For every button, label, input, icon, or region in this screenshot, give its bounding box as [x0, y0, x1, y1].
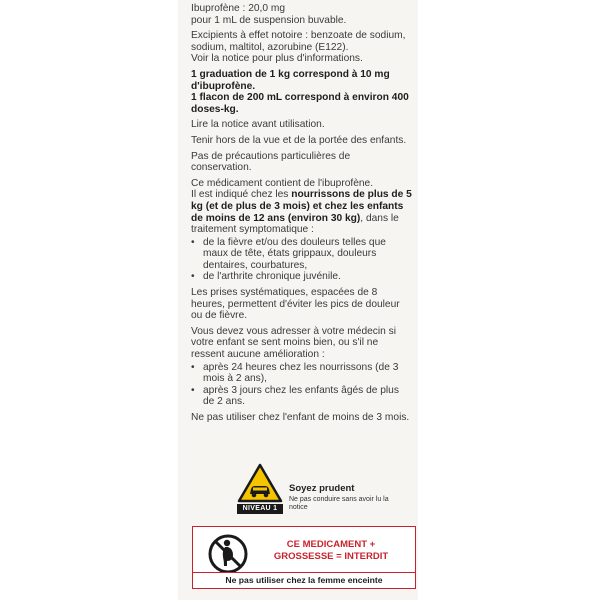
excipients: Excipients à effet notoire : benzoate de sodium, sodium, maltitol, azorubine (E122). [191, 30, 406, 53]
doctor-list [191, 362, 413, 408]
doctor-advice: Vous devez vous adresser à votre médecin si votre enfant se sent moins bien, ou s'il ne ressent aucune amélioration : [191, 325, 396, 361]
leaflet-text [191, 3, 413, 428]
list-item: • après 3 jours chez les enfants âgés de plus de 2 ans. [191, 385, 413, 408]
composition-line2: pour 1 mL de suspension buvable. [191, 14, 347, 26]
see-notice: Voir la notice pour plus d'informations. [191, 53, 363, 65]
list-item: • après 24 heures chez les nourrissons (de 3 mois à 2 ans), [191, 362, 413, 385]
list-item: • de la fièvre et/ou des douleurs telles que maux de tête, états grippaux, douleurs dentaires, courbatures, [191, 237, 413, 272]
age-limit: Ne pas utiliser chez l'enfant de moins de 3 mois. [191, 412, 410, 423]
read-notice: Lire la notice avant utilisation. [191, 119, 325, 131]
indication-target-patients: nourrissons de plus de 5 kg (et de plus de 3 mois) et chez les enfants de moins de 12 ans (environ 30 kg) [191, 189, 412, 224]
keep-away: Tenir hors de la vue et de la portée des enfants. [191, 134, 407, 146]
pregnancy-forbidden-icon [207, 533, 249, 575]
warning-subtitle: Ne pas conduire sans avoir lu la notice [289, 496, 389, 511]
driving-warning [237, 463, 387, 513]
indication-line2-start: Il est indiqué chez les [191, 189, 292, 201]
flacon-info: 1 flacon de 200 mL correspond à environ 400 doses-kg. [191, 92, 409, 115]
list-item: • de l'arthrite chronique juvénile. [191, 271, 413, 283]
indication-line2-end: , dans le traitement symptomatique : [191, 212, 399, 236]
pregnancy-warning-text [255, 539, 407, 563]
pregnancy-line2: GROSSESSE = INTERDIT [273, 551, 389, 562]
car-warning-icon [237, 463, 283, 503]
excipients-paragraph [191, 30, 413, 65]
composition [191, 3, 413, 26]
indication-list [191, 237, 413, 283]
composition-line1: Ibuprofène : 20,0 mg [191, 3, 286, 14]
pregnancy-footer: Ne pas utiliser chez la femme enceinte [192, 572, 416, 589]
level-label: NIVEAU 1 [237, 504, 283, 514]
storage-info: Pas de précautions particulières de conservation. [191, 150, 351, 174]
indication-paragraph [191, 178, 413, 236]
warning-title: Soyez prudent [289, 483, 355, 494]
dosage-paragraph [191, 69, 413, 115]
prises-info: Les prises systématiques, espacées de 8 heures, permettent d'éviter les pics de douleur ou de fièvre. [191, 287, 400, 322]
graduation-info: 1 graduation de 1 kg correspond à 10 mg d'ibuprofène. [191, 68, 390, 92]
indication-line1: Ce médicament contient de l'ibuprofène. [191, 177, 374, 189]
pregnancy-line1: CE MEDICAMENT + [286, 539, 376, 550]
